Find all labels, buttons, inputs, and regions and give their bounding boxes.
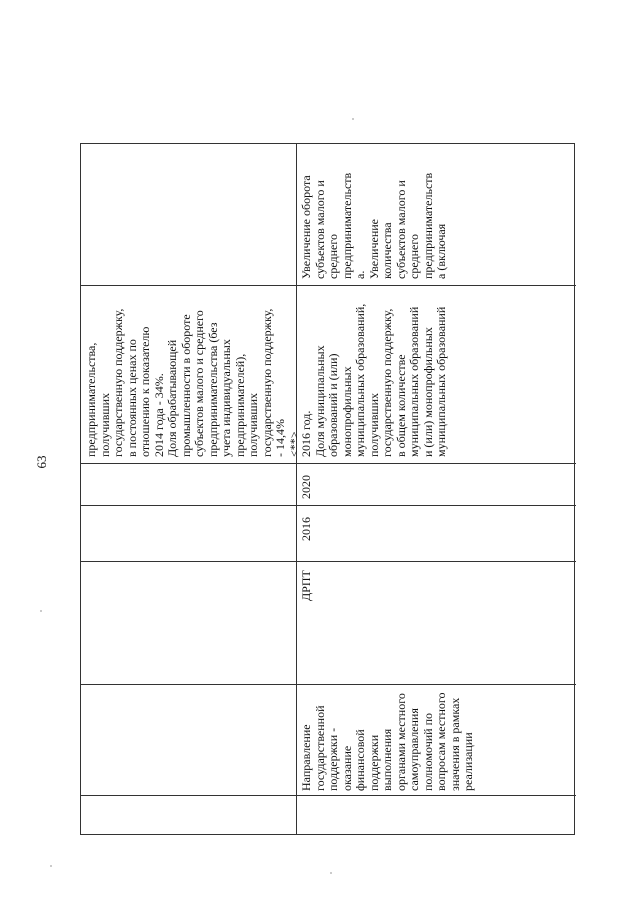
- scan-speck: [50, 865, 52, 867]
- column-divider: [81, 463, 576, 464]
- lower-indicator-cell: 2016 год. Доля муниципальных образований и (или) монопрофильных муниципальных образований, получивших государственную поддержку, в общем количестве муниципальных образований и (или) монопрофильных муниципальных образований: [299, 303, 448, 457]
- column-divider: [81, 285, 576, 286]
- end-year-cell: 2020: [299, 475, 313, 499]
- support-direction-cell: Направление государственной поддержки - оказание финансовой поддержки выполнения органами местного самоуправления полномочий по вопросам местного значения в рамках реализации: [299, 692, 475, 791]
- page-number: 63: [34, 455, 49, 469]
- executor-cell: ДРПТ: [299, 570, 313, 601]
- upper-indicator-cell: предпринимательства, получивших государственную поддержку, в постоянных ценах по отношению к показателю 2014 года - 34%. Доля обрабатывающей промышленности в обороте субъектов малого и среднего предпринимательства (без учета индивидуальных предпринимателей), получивших государственную поддержку, - 14,4% <**>: [84, 308, 301, 457]
- result-cell: Увеличение оборота субъектов малого и среднего предпринимательств а. Увеличение количества субъектов малого и среднего предпринимательств а (включая: [299, 172, 448, 279]
- scan-speck: [40, 610, 42, 612]
- column-divider: [81, 684, 576, 685]
- document-table: [80, 143, 575, 835]
- scan-speck: [352, 118, 354, 120]
- start-year-cell: 2016: [299, 517, 313, 541]
- scan-speck: [330, 872, 332, 874]
- row-divider: [296, 144, 297, 834]
- column-divider: [81, 561, 576, 562]
- column-divider: [81, 795, 576, 796]
- column-divider: [81, 505, 576, 506]
